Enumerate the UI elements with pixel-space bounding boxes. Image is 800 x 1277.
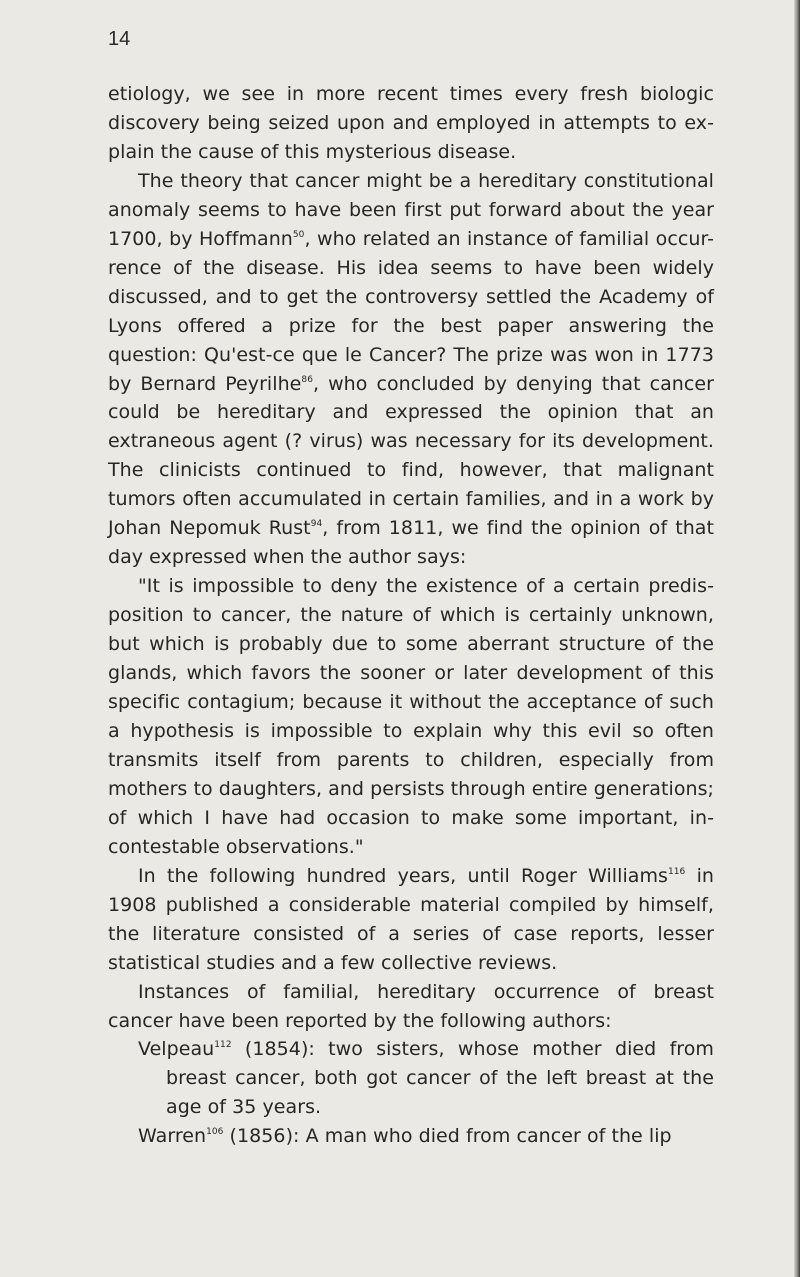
page-number: 14: [108, 28, 131, 50]
text-run: , from 1811, we find the opinion of that day expressed when the author says:: [108, 517, 714, 569]
page-edge-shadow: [794, 0, 800, 1277]
paragraph-1: [108, 80, 714, 167]
reference-number: 106: [206, 1127, 224, 1138]
text-run: "It is impossible to deny the existence of a certain predis-position to cancer, the nature of which is certainly unknown, but which is probably due to some aberrant structure of the glands, which favors the sooner or later development of this specific contagium; because it without the acceptance of such a hypothesis is impossible to explain why this evil so often transmits itself from parents to children, especially from mothers to daughters, and persists through entire generations; of which I have had occasion to make some important, in-contestable observations.": [108, 575, 714, 858]
text-run: (1856): A man who died from cancer of the lip: [223, 1125, 672, 1148]
text-run: In the following hundred years, until Roger Williams: [138, 864, 668, 887]
text-run: etiology, we see in more recent times every fresh biologic discovery being seized upon and employed in attempts to ex-plain the cause of this mysterious disease.: [108, 83, 714, 163]
reference-number: 94: [310, 519, 323, 530]
reference-number: 112: [214, 1040, 232, 1051]
paragraph-4: [108, 862, 714, 978]
reference-number: 50: [292, 229, 305, 240]
reference-number: 86: [301, 374, 313, 385]
text-run: in 1908 published a considerable material compiled by himself, the literature consisted of a series of case reports, lesser statistical studies and a few collective reviews.: [108, 864, 715, 974]
text-run: Velpeau: [138, 1038, 215, 1061]
author-entry-warren: [108, 1122, 714, 1151]
text-run: , who related an instance of familial occur-rence of the disease. His idea seems to have been widely discussed, and to get the controversy settled the Academy of Lyons offered a prize for the best paper answering the question: Qu'est-ce que le Cancer? The prize was won in 1773 by Bernard Peyrilhe: [108, 227, 714, 395]
text-run: (1854): two sisters, whose mother died from breast cancer, both got cancer of the left breast at the age of 35 years.: [166, 1038, 714, 1119]
text-run: , who concluded by denying that cancer could be hereditary and expressed the opinion that an extraneous agent (? virus) was necessary for its development. The clinicists continued to find, however, that malignant tumors often accumulated in certain families, and in a work by Johan Nepomuk Rust: [108, 372, 714, 540]
paragraph-2: [108, 167, 714, 572]
text-run: Instances of familial, hereditary occurrence of breast cancer have been reported by the following authors:: [108, 980, 714, 1032]
author-entry-velpeau: [108, 1035, 714, 1122]
reference-number: 116: [668, 866, 686, 877]
text-run: The theory that cancer might be a hereditary constitutional anomaly seems to have been first put forward about the year 1700, by Hoffmann: [108, 169, 714, 250]
paragraph-5: [108, 978, 714, 1036]
text-run: Warren: [138, 1125, 207, 1148]
quotation-paragraph: [108, 572, 714, 862]
body-text: [108, 80, 714, 1151]
